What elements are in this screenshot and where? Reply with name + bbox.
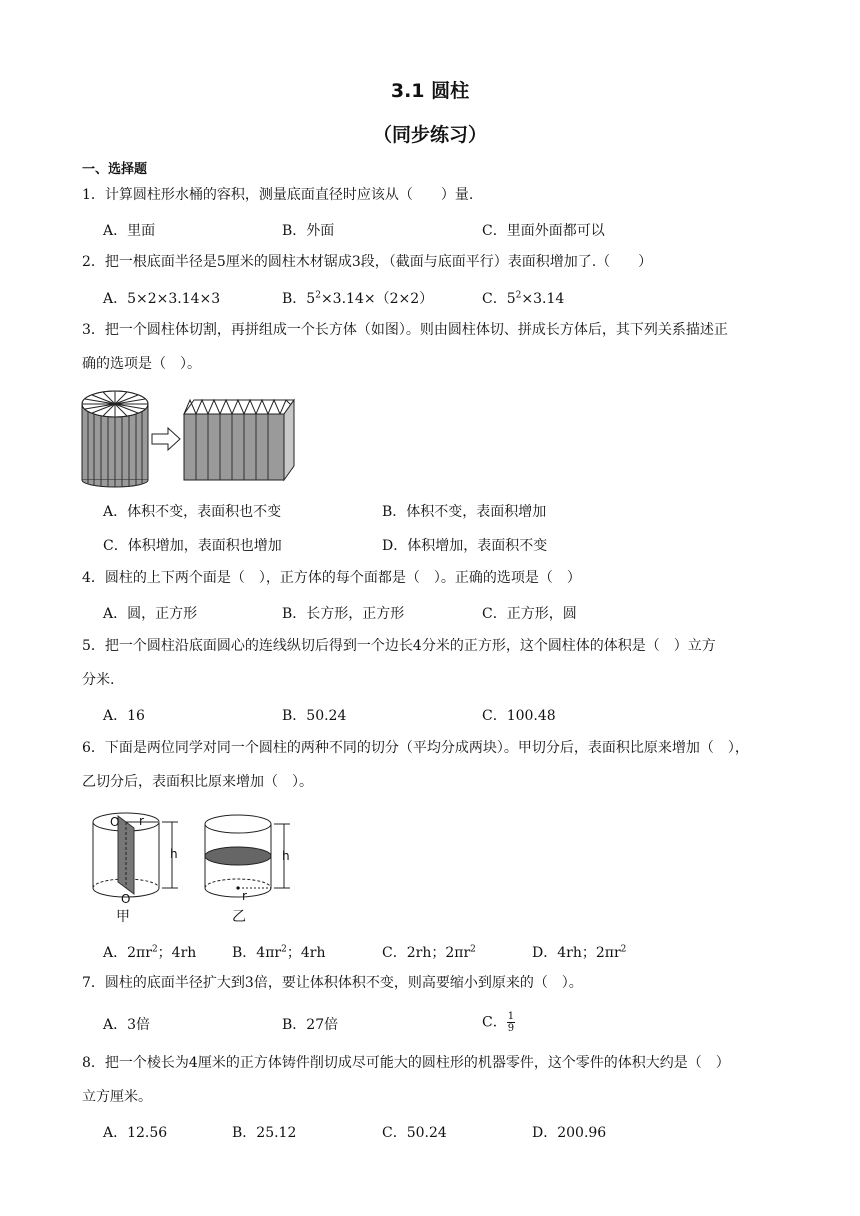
q6-option-a: A．$2\pi r^2$；4rh (103, 944, 197, 961)
figure-label-o-bottom: O (121, 892, 131, 906)
q3-option-d: D．体积增加，表面积不变 (382, 538, 548, 554)
q3-option-a: A．体积不变，表面积也不变 (103, 504, 282, 520)
q2-option-a: A．5×2×3.14×3 (103, 291, 221, 307)
q5-option-a: A．16 (103, 708, 145, 724)
q8-option-c: C．50.24 (382, 1125, 447, 1141)
section-heading: 一、选择题 (82, 162, 148, 177)
q6-option-d: D．4rh；$2\pi r^2$ (532, 944, 627, 961)
figure-label-h: h (282, 849, 290, 863)
figure-label-jia: 甲 (116, 909, 130, 925)
q5-option-c: C．100.48 (482, 708, 556, 724)
question-4: 4．圆柱的上下两个面是（ ），正方体的每个面都是（ ）。正确的选项是（ ） (82, 570, 581, 586)
q6-option-c: C．2rh；$2\pi r^2$ (382, 944, 476, 961)
question-8-line-1: 8．把一个棱长为4厘米的正方体铸件削切成尽可能大的圆柱形的机器零件，这个零件的体积大约是（ ） (82, 1055, 730, 1071)
q2-option-b: B．$5^2\times 3.14\times(2\times 2)$ (282, 290, 434, 307)
q1-option-b: B．外面 (282, 223, 335, 239)
q7-option-b: B．27倍 (282, 1017, 339, 1033)
q8-option-d: D．200.96 (532, 1125, 607, 1141)
q2-option-c: C．$5^2\times 3.14$ (482, 290, 565, 307)
question-5-line-1: 5．把一个圆柱沿底面圆心的连线纵切后得到一个边长4分米的正方形，这个圆柱体的体积是（ ）立方 (82, 638, 716, 654)
q7-option-a: A．3倍 (103, 1017, 151, 1033)
q6-option-b: B．$4\pi r^2$；4rh (232, 944, 326, 961)
question-2: 2．把一根底面半径是5厘米的圆柱木材锯成3段，（截面与底面平行）表面积增加了.（ ） (82, 254, 653, 270)
page-subtitle: （同步练习） (372, 124, 487, 146)
q8-option-a: A．12.56 (103, 1125, 168, 1141)
figure-label-r: r (139, 814, 144, 828)
question-7: 7．圆柱的底面半径扩大到3倍，要让体积体积不变，则高要缩小到原来的（ ）。 (82, 975, 583, 991)
cylinder-cut-figures (88, 808, 298, 926)
question-3-line-2: 确的选项是（ ）。 (82, 356, 201, 372)
cylinder-to-cuboid-figure (80, 386, 296, 488)
q4-option-b: B．长方形，正方形 (282, 606, 405, 622)
q4-option-a: A．圆，正方形 (103, 606, 198, 622)
q4-option-c: C．正方形，圆 (482, 606, 577, 622)
question-1: 1．计算圆柱形水桶的容积，测量底面直径时应该从（ ）量. (82, 187, 474, 203)
question-5-line-2: 分米. (82, 672, 115, 688)
question-3-line-1: 3．把一个圆柱体切割，再拼组成一个长方体（如图）。则由圆柱体切、拼成长方体后，其下列关系描述正 (82, 322, 728, 338)
q3-option-b: B．体积不变，表面积增加 (382, 504, 547, 520)
question-6-line-1: 6．下面是两位同学对同一个圆柱的两种不同的切分（平均分成两块）。甲切分后，表面积比原来增加（ ）， (82, 740, 749, 756)
q8-option-b: B．25.12 (232, 1125, 297, 1141)
q1-option-a: A．里面 (103, 223, 156, 239)
q7-option-c: C． $\frac{1}{9}$ (482, 1011, 515, 1034)
question-8-line-2: 立方厘米。 (82, 1089, 152, 1105)
figure-label-r: r (242, 889, 247, 903)
q3-option-c: C．体积增加，表面积也增加 (103, 538, 282, 554)
figure-label-o-top: O (110, 815, 120, 829)
figure-label-yi: 乙 (232, 909, 246, 925)
fraction-one-ninth: $\frac{1}{9}$ (507, 1011, 515, 1034)
q5-option-b: B．50.24 (282, 708, 347, 724)
question-6-line-2: 乙切分后，表面积比原来增加（ ）。 (82, 774, 313, 790)
q1-option-c: C．里面外面都可以 (482, 223, 605, 239)
page-title: 3.1 圆柱 (390, 80, 470, 102)
figure-label-h: h (170, 847, 178, 861)
